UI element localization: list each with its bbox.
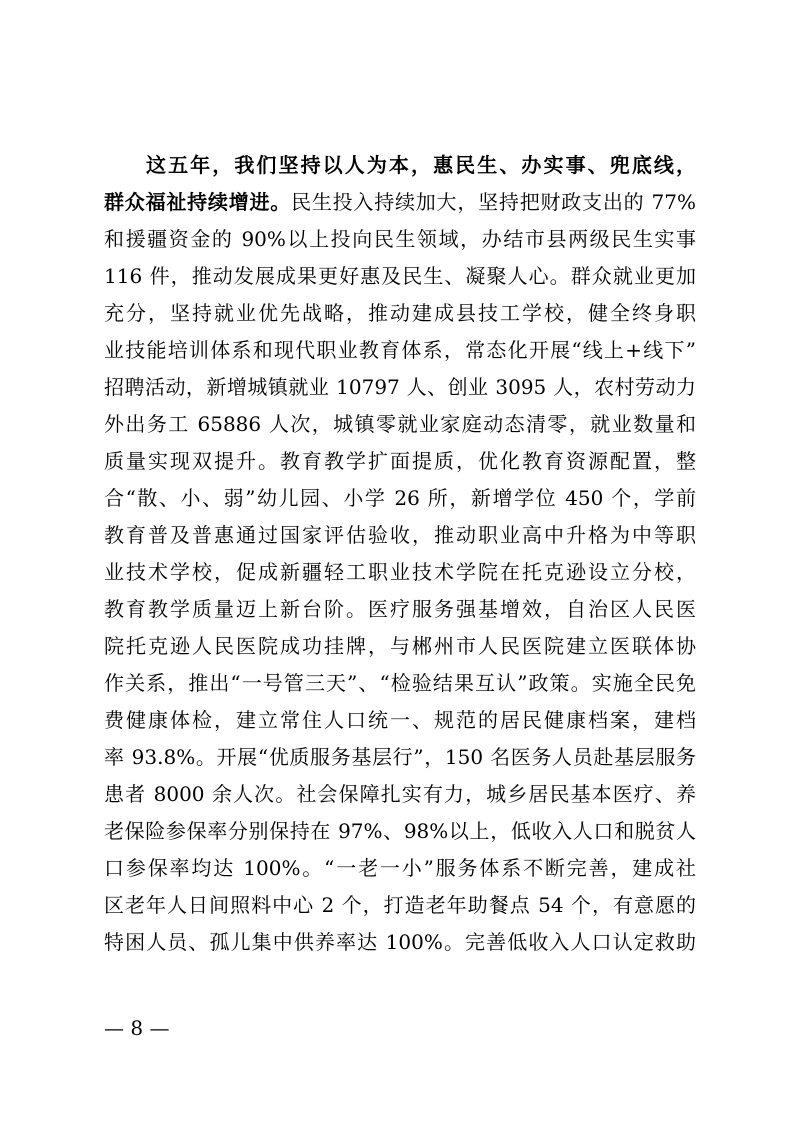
line-text: 民生投入持续加大，坚持把财政支出的 77%	[291, 190, 696, 214]
text-line: 外出务工 65886 人次，城镇零就业家庭动态清零，就业数量和	[104, 412, 696, 436]
text-line: 院托克逊人民医院成功挂牌，与郴州市人民医院建立医联体协	[104, 634, 696, 658]
text-line: 区老年人日间照料中心 2 个，打造老年助餐点 54 个，有意愿的	[104, 893, 696, 917]
text-line	[104, 147, 696, 184]
text-line: 招聘活动，新增城镇就业 10797 人、创业 3095 人，农村劳动力	[104, 375, 696, 399]
text-line: 质量实现双提升。教育教学扩面提质，优化教育资源配置，整	[104, 449, 696, 473]
text-line: 口参保率均达 100%。“一老一小”服务体系不断完善，建成社	[104, 856, 696, 880]
text-line: 率 93.8%。开展“优质服务基层行”，150 名医务人员赴基层服务	[104, 745, 696, 769]
text-line: 费健康体检，建立常住人口统一、规范的居民健康档案，建档	[104, 708, 696, 732]
text-line: 教育教学质量迈上新台阶。医疗服务强基增效，自治区人民医	[104, 597, 696, 621]
text-line: 老保险参保率分别保持在 97%、98%以上，低收入人口和脱贫人	[104, 819, 696, 843]
bold-lead-text: 这五年，我们坚持以人为本，惠民生、办实事、兜底线，	[146, 153, 696, 177]
text-line: 业技能培训体系和现代职业教育体系，常态化开展“线上+线下”	[104, 338, 696, 362]
text-line: 业技术学校，促成新疆轻工职业技术学院在托克逊设立分校，	[104, 560, 696, 584]
bold-lead-text: 群众福祉持续增进。	[104, 190, 292, 214]
text-line: 充分，坚持就业优先战略，推动建成县技工学校，健全终身职	[104, 301, 696, 325]
text-line: 教育普及普惠通过国家评估验收，推动职业高中升格为中等职	[104, 523, 696, 547]
text-line	[104, 184, 696, 221]
text-line: 患者 8000 余人次。社会保障扎实有力，城乡居民基本医疗、养	[104, 782, 696, 806]
text-line: 合“散、小、弱”幼儿园、小学 26 所，新增学位 450 个，学前	[104, 486, 696, 510]
body-paragraph	[104, 147, 696, 961]
text-line: 116 件，推动发展成果更好惠及民生、凝聚人心。群众就业更加	[104, 264, 696, 288]
text-line: 特困人员、孤儿集中供养率达 100%。完善低收入人口认定救助	[104, 930, 696, 954]
text-line: 和援疆资金的 90%以上投向民生领域，办结市县两级民生实事	[104, 227, 696, 251]
page-number: — 8 —	[104, 1016, 170, 1040]
text-line: 作关系，推出“一号管三天”、“检验结果互认”政策。实施全民免	[104, 671, 696, 695]
